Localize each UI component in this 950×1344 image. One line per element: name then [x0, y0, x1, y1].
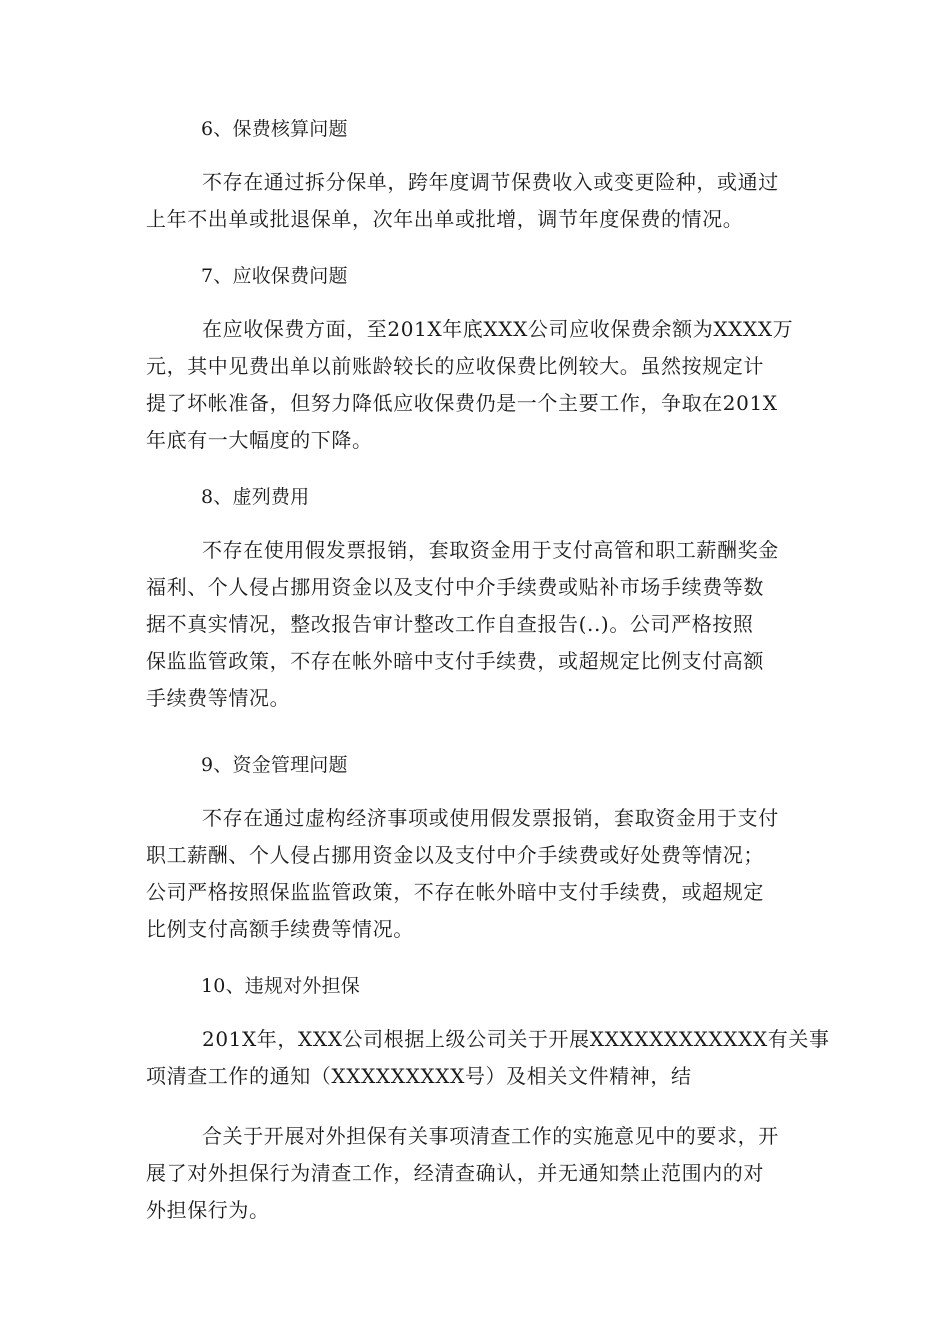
closing-paragraph	[146, 1118, 812, 1229]
section-8-line-1: 不存在使用假发票报销，套取资金用于支付高管和职工薪酬奖金	[202, 538, 779, 562]
section-10-line-2: 项清查工作的通知（XXXXXXXXX号）及相关文件精神，结	[146, 1064, 692, 1088]
section-7-line-2: 元，其中见费出单以前账龄较长的应收保费比例较大。虽然按规定计	[146, 354, 764, 378]
section-9-heading: 9、资金管理问题	[201, 754, 348, 776]
section-9-line-2: 职工薪酬、个人侵占挪用资金以及支付中介手续费或好处费等情况；	[146, 843, 764, 867]
section-8-line-4: 保监监管政策，不存在帐外暗中支付手续费，或超规定比例支付高额	[146, 649, 764, 673]
section-7-heading: 7、应收保费问题	[201, 265, 348, 287]
section-9-line-1: 不存在通过虚构经济事项或使用假发票报销，套取资金用于支付	[202, 806, 779, 830]
section-7-body	[146, 311, 812, 459]
closing-line-1: 合关于开展对外担保有关事项清查工作的实施意见中的要求，开	[202, 1124, 779, 1148]
section-7-line-1: 在应收保费方面，至201X年底XXX公司应收保费余额为XXXX万	[202, 317, 794, 341]
section-9-line-4: 比例支付高额手续费等情况。	[146, 917, 414, 941]
section-6-heading: 6、保费核算问题	[201, 118, 348, 140]
closing-line-3: 外担保行为。	[146, 1198, 270, 1222]
section-9-line-3: 公司严格按照保监监管政策，不存在帐外暗中支付手续费，或超规定	[146, 880, 764, 904]
section-8-line-2: 福利、个人侵占挪用资金以及支付中介手续费或贴补市场手续费等数	[146, 575, 764, 599]
section-7-line-3: 提了坏帐准备，但努力降低应收保费仍是一个主要工作，争取在201X	[146, 391, 778, 415]
section-6-body	[146, 164, 812, 238]
closing-line-2: 展了对外担保行为清查工作，经清查确认，并无通知禁止范围内的对	[146, 1161, 764, 1185]
section-8-heading: 8、虚列费用	[201, 486, 310, 508]
section-8-line-5: 手续费等情况。	[146, 686, 291, 710]
section-10-heading: 10、违规对外担保	[201, 975, 360, 997]
section-9-body	[146, 800, 812, 948]
section-6-line-1: 不存在通过拆分保单，跨年度调节保费收入或变更险种，或通过	[202, 170, 779, 194]
section-8-body	[146, 532, 812, 717]
section-7-line-4: 年底有一大幅度的下降。	[146, 428, 373, 452]
section-8-line-3: 据不真实情况，整改报告审计整改工作自查报告(..)。公司严格按照	[146, 612, 754, 636]
section-10-body	[146, 1021, 830, 1095]
section-6-line-2: 上年不出单或批退保单，次年出单或批增，调节年度保费的情况。	[146, 207, 744, 231]
section-10-line-1: 201X年，XXX公司根据上级公司关于开展XXXXXXXXXXXX有关事	[202, 1027, 830, 1051]
